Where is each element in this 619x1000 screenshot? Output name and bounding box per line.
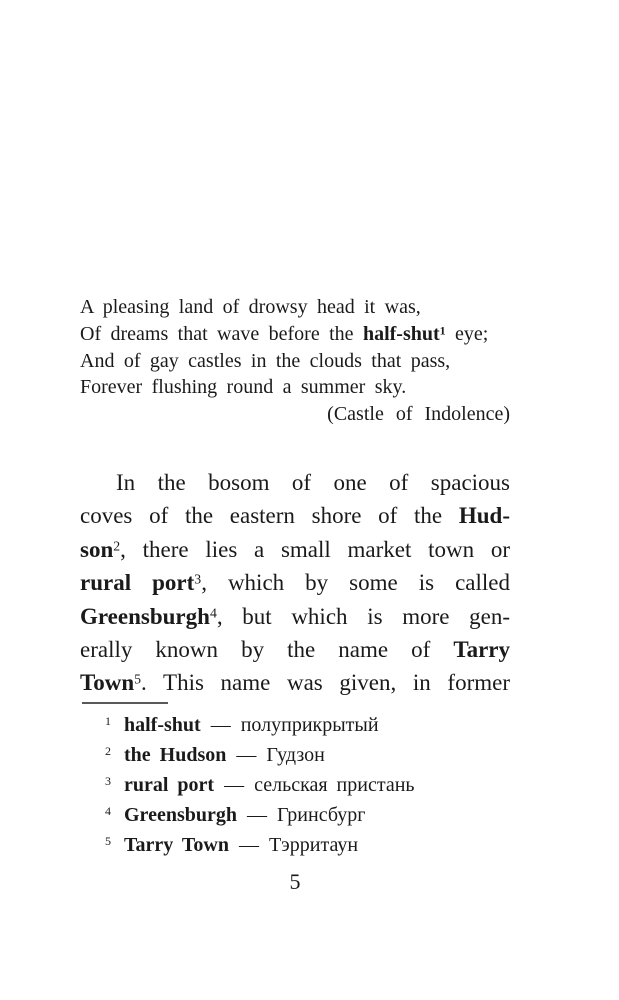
poem-line bbox=[80, 294, 510, 321]
footnote-item bbox=[80, 800, 510, 830]
footnote-ref: 1 bbox=[439, 323, 446, 338]
paragraph-line bbox=[80, 533, 510, 566]
footnote-translation: — полуприкрытый bbox=[200, 714, 379, 736]
footnote-ref: 4 bbox=[209, 605, 217, 621]
footnote-term: Tarry Town bbox=[124, 834, 229, 856]
text-run: half-shut bbox=[362, 322, 440, 345]
footnote-translation: — Гринсбург bbox=[236, 804, 366, 826]
footnote-ref: 2 bbox=[113, 538, 121, 554]
footnote-ref: 5 bbox=[134, 671, 142, 687]
epigraph-attribution: (Castle of Indolence) bbox=[327, 403, 510, 425]
poem-line bbox=[80, 348, 510, 375]
text-run: rural port bbox=[80, 570, 195, 596]
footnote-number: 4 bbox=[105, 804, 111, 819]
text-run: In the bosom of one of spacious bbox=[116, 470, 510, 495]
epigraph-poem bbox=[80, 294, 510, 401]
paragraph-line bbox=[80, 566, 510, 599]
footnote-number: 5 bbox=[105, 834, 111, 849]
footnote-term: the Hudson bbox=[124, 744, 227, 766]
footnote-separator bbox=[82, 702, 168, 704]
footnote-item bbox=[80, 740, 510, 770]
paragraph-line bbox=[80, 499, 510, 532]
text-run: A pleasing land of drowsy head it was, bbox=[80, 296, 421, 318]
page-number: 5 bbox=[289, 869, 301, 894]
footnote-term: Greensburgh bbox=[124, 804, 237, 826]
text-run: Greensburgh bbox=[80, 603, 210, 629]
footnote-number: 2 bbox=[105, 744, 111, 759]
text-run: Tarry bbox=[453, 637, 510, 663]
paragraph-line bbox=[80, 600, 510, 633]
footnote-translation: — сельская пристань bbox=[214, 774, 415, 796]
text-run: erally known by the name of bbox=[80, 637, 454, 663]
text-run: coves of the eastern shore of the bbox=[80, 503, 459, 529]
footnote-item bbox=[80, 710, 510, 740]
text-run: , but which is more gen- bbox=[216, 603, 510, 629]
footnote-item bbox=[80, 770, 510, 800]
poem-line bbox=[80, 374, 510, 401]
main-paragraph bbox=[80, 466, 510, 700]
text-run: son bbox=[80, 536, 114, 562]
footnote-number: 3 bbox=[105, 774, 111, 789]
text-run: , which by some is called bbox=[201, 570, 510, 596]
text-run: And of gay castles in the clouds that pass, bbox=[80, 349, 451, 372]
text-run: Forever flushing round a summer sky. bbox=[80, 376, 407, 399]
paragraph-line bbox=[80, 466, 510, 499]
footnote-translation: — Тэрритаун bbox=[228, 834, 359, 856]
text-run: . This name was given, in former bbox=[141, 670, 510, 696]
text-run: eye; bbox=[445, 322, 489, 345]
footnote-item bbox=[80, 830, 510, 860]
paragraph-line bbox=[80, 666, 510, 699]
footnotes-list bbox=[80, 710, 510, 860]
text-run: , there lies a small market town or bbox=[120, 536, 510, 562]
footnote-term: half-shut bbox=[124, 714, 201, 736]
footnote-number: 1 bbox=[105, 714, 111, 729]
paragraph-line bbox=[80, 633, 510, 666]
footnote-term: rural port bbox=[124, 774, 215, 796]
footnote-ref: 3 bbox=[194, 571, 202, 587]
footnote-translation: — Гудзон bbox=[226, 744, 325, 766]
text-run: Hud- bbox=[458, 503, 510, 529]
poem-line bbox=[80, 321, 510, 348]
text-run: Of dreams that wave before the bbox=[80, 322, 363, 345]
text-run: Town bbox=[80, 670, 135, 696]
